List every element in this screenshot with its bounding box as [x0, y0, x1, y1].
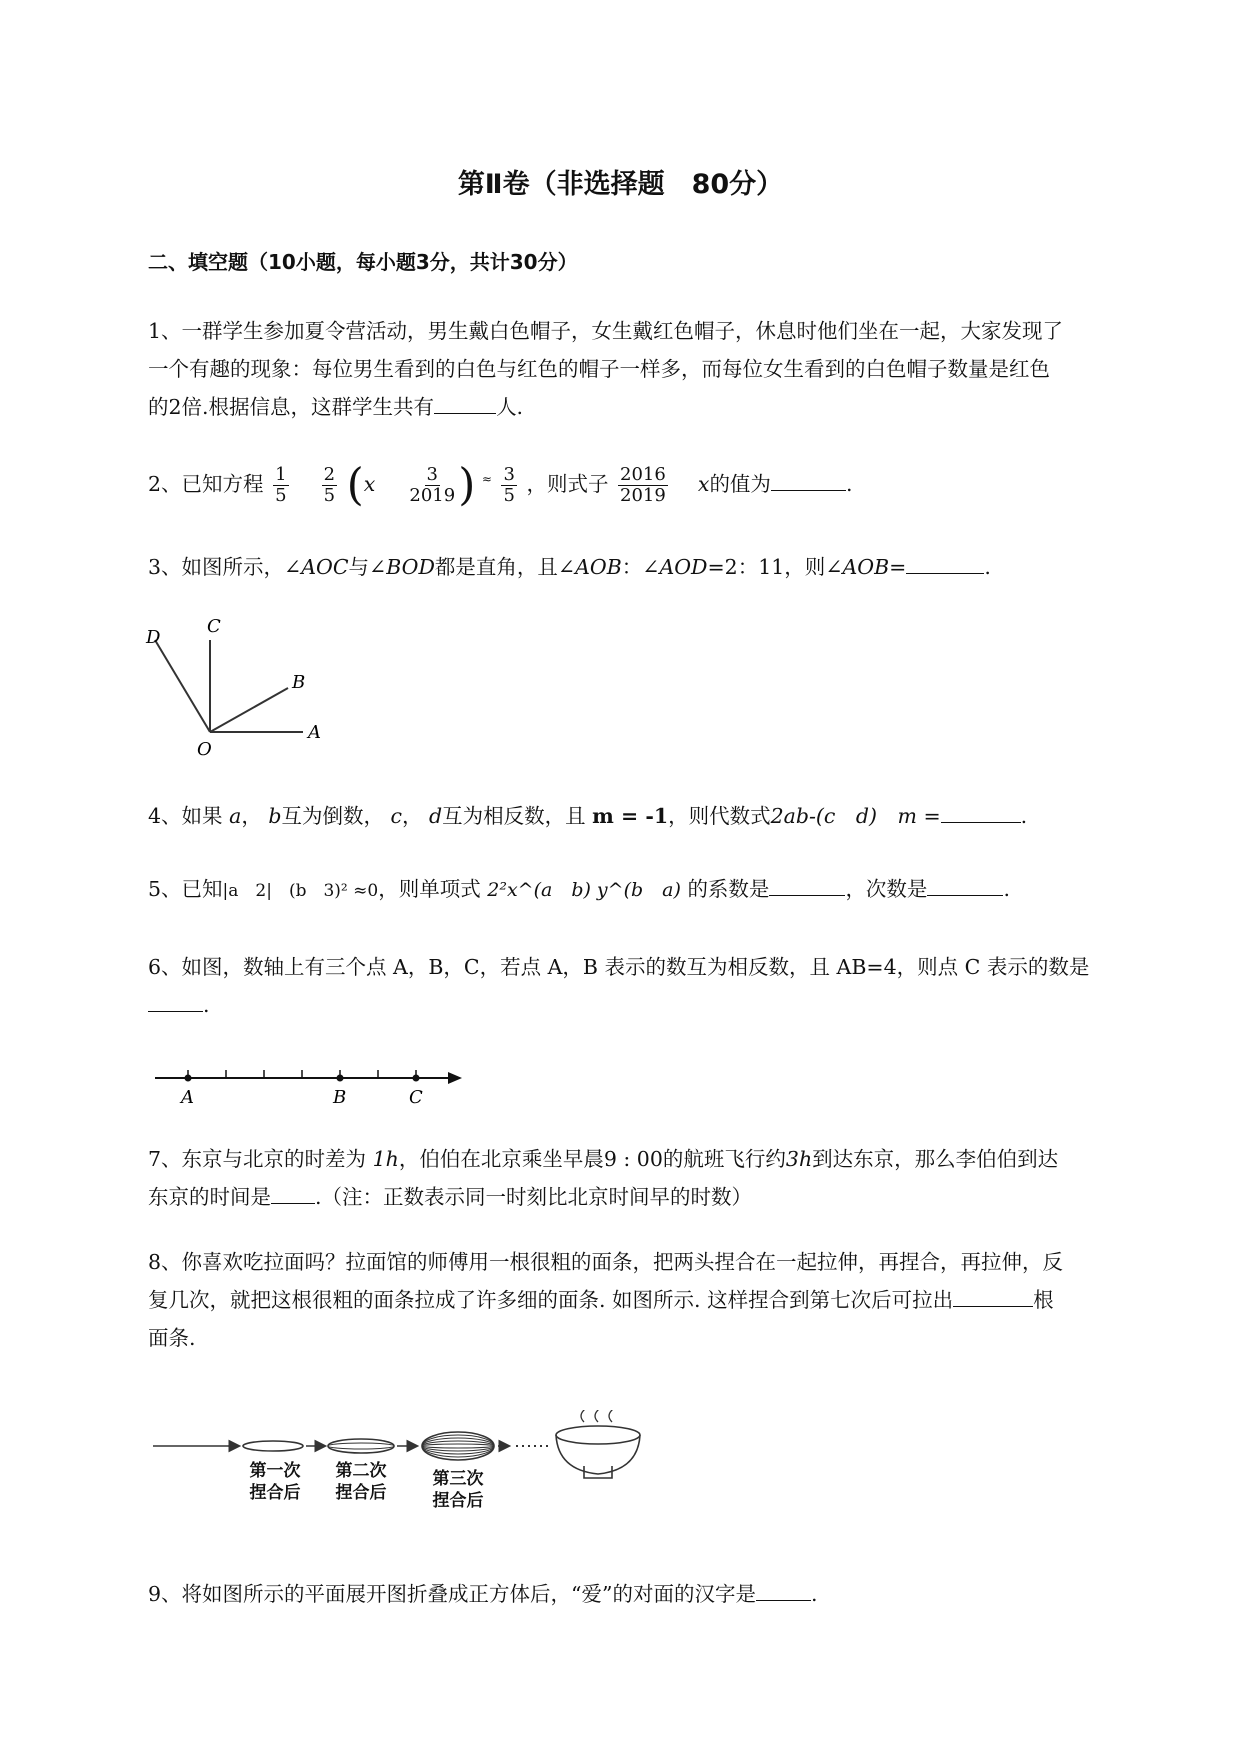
q1-line3-pre: 的2倍.根据信息，这群学生共有 — [148, 395, 435, 419]
q3-answer-blank[interactable] — [906, 553, 984, 574]
q6-answer-blank[interactable] — [148, 991, 203, 1012]
q4-answer-blank[interactable] — [941, 802, 1021, 823]
q1-line3 — [148, 388, 1158, 426]
bowl-icon — [556, 1410, 640, 1478]
question-9: 9、将如图所示的平面展开图折叠成正方体后，“爱”的对面的汉字是 . — [148, 1582, 818, 1606]
q2-frac-4: $\frac{3}{5}$ — [503, 464, 515, 506]
question-6: 6、如图，数轴上有三个点 A，B，C，若点 A，B 表示的数互为相反数，且 AB=4，则点 C 表示的数是 . — [148, 955, 1090, 1017]
question-8: 8、你喜欢吃拉面吗？拉面馆的师傅用一根很粗的面条，把两头捏合在一起拉伸，再捏合，再拉伸，反 复几次，就把这根很粗的面条拉成了许多细的面条. 如图所示. 这样捏合到第七次后可拉出 根 面条. — [148, 1250, 1064, 1350]
label-b: B — [292, 672, 306, 693]
noodle-figure — [148, 1410, 688, 1520]
q5-coefficient-blank[interactable] — [769, 875, 845, 896]
question-7: 7、东京与北京的时差为 1h，伯伯在北京乘坐早晨9 : 00的航班飞行约3h到达东京，那么李伯伯到达 东京的时间是 .（注：正数表示同一时刻比北京时间早的时数） — [148, 1147, 1059, 1209]
stage-2-label: 第二次捏合后 — [335, 1461, 387, 1503]
q7-answer-blank[interactable] — [271, 1183, 315, 1204]
stage-2-noodles — [328, 1439, 394, 1453]
question-5: 5、已知|a 2| (b 3)² ≈0，则单项式 2²x^(a b) y^(b a) 的系数是 ，次数是 . — [148, 877, 1010, 901]
q2-var-x: x — [363, 472, 376, 496]
number-line-figure — [150, 1060, 470, 1110]
q5-monomial: 2²x^(a b) y^(b a) — [487, 879, 681, 901]
stage-1-label: 第一次捏合后 — [249, 1461, 301, 1503]
q4-condition: m = -1 — [592, 804, 669, 828]
q5-condition: |a 2| (b 3)² ≈0 — [222, 881, 379, 901]
page-title: 第Ⅱ卷（非选择题 80分） — [457, 169, 784, 200]
stage-3-label: 第三次捏合后 — [432, 1469, 484, 1511]
q5-degree-blank[interactable] — [927, 875, 1003, 896]
stage-1-noodles — [243, 1441, 303, 1451]
q2-mid: ，则式子 — [526, 472, 609, 496]
q7-time-difference: 1h — [372, 1147, 399, 1171]
q4-expression: 2ab-(c d) m = — [770, 804, 941, 828]
q2-frac-1: $\frac{1}{5}$ — [275, 464, 287, 506]
label-a: A — [308, 722, 321, 743]
question-2: 2、已知方程 $\frac{1}{5}$ $\frac{2}{5}$ (x $\frac{3}{2019}$ ) ≈ $\frac{3}{5}$ ，则式子 $\frac{2016}{2019}$ x的值为 . — [148, 459, 853, 511]
question-3: 3、如图所示，∠AOC与∠BOD都是直角，且∠AOB：∠AOD=2：11，则∠AOB= . — [148, 555, 991, 579]
number-line-ticks — [188, 1070, 416, 1078]
q1-line1: 1、一群学生参加夏令营活动，男生戴白色帽子，女生戴红色帽子，休息时他们坐在一起，大家发现了 — [148, 319, 1064, 343]
q2-var-x2: x — [697, 472, 710, 496]
question-1 — [148, 312, 1158, 426]
stage-3-noodles — [422, 1432, 494, 1460]
point-b — [337, 1075, 344, 1082]
q2-frac-3: $\frac{3}{2019}$ — [409, 464, 456, 506]
q1-answer-blank[interactable] — [434, 393, 496, 414]
q2-answer-blank[interactable] — [771, 470, 846, 491]
q8-answer-blank[interactable] — [953, 1286, 1033, 1307]
q2-frac-5: $\frac{2016}{2019}$ — [620, 464, 666, 506]
point-a — [185, 1075, 192, 1082]
label-c: C — [409, 1087, 423, 1108]
label-d: D — [146, 627, 161, 648]
q2-frac-2: $\frac{2}{5}$ — [323, 464, 336, 506]
label-a: A — [181, 1087, 194, 1108]
section-header: 二、填空题（10小题，每小题3分，共计30分） — [148, 250, 578, 274]
label-b: B — [333, 1087, 347, 1108]
q3-angle-aoc: ∠AOC — [284, 555, 349, 579]
point-c — [413, 1075, 420, 1082]
label-o: O — [197, 739, 212, 760]
q3-angle-bod: ∠BOD — [369, 555, 435, 579]
q2-pre: 2、已知方程 — [148, 472, 264, 496]
q7-flight-hours: 3h — [785, 1147, 813, 1171]
q2-post: 的值为 — [709, 472, 771, 496]
q1-line2: 一个有趣的现象：每位男生看到的白色与红色的帽子一样多，而每位女生看到的白色帽子数量是红色 — [148, 357, 1050, 381]
q1-line3-post: 人. — [496, 395, 524, 419]
ray-od — [155, 640, 210, 732]
ray-ob — [210, 688, 288, 732]
question-4: 4、如果 a， b互为倒数， c， d互为相反数，且 m = -1，则代数式2ab-(c d) m = . — [148, 804, 1028, 828]
q9-answer-blank[interactable] — [756, 1580, 811, 1601]
q7-departure-time: 9 : 00 — [603, 1147, 663, 1171]
number-line-arrow — [448, 1072, 462, 1084]
label-c: C — [207, 616, 221, 637]
angle-figure — [140, 610, 340, 760]
